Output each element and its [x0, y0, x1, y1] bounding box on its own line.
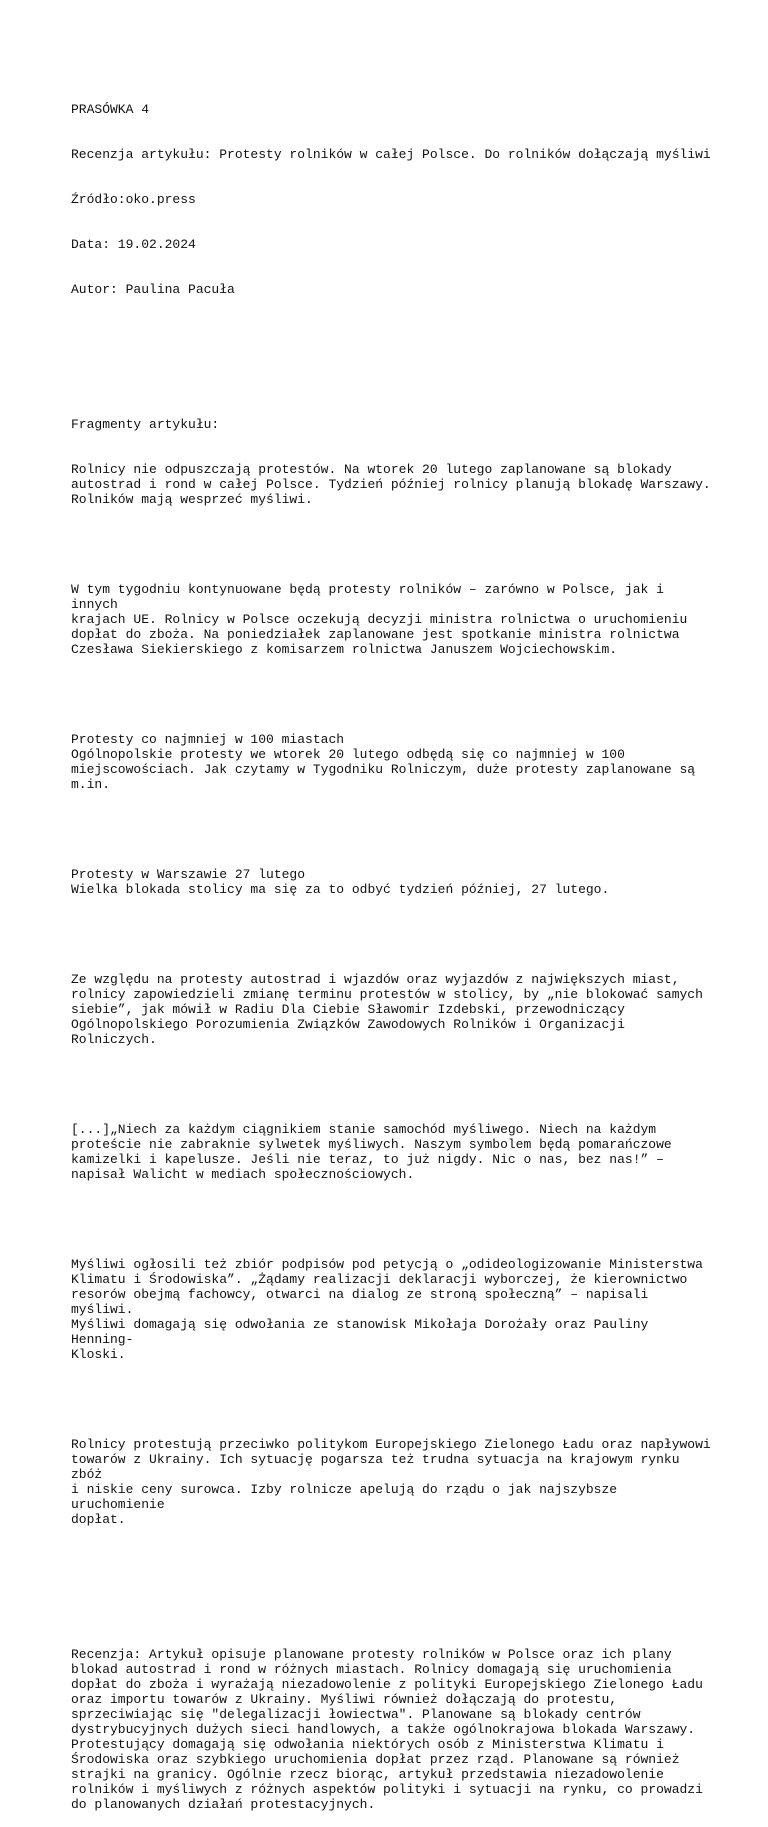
fragment-paragraph-7: Myśliwi ogłosili też zbiór podpisów pod petycją o „odideologizowanie Ministerstwa Klimatu i Środowiska”. „Żądamy realizacji deklaracji wyborczej, że kierownictwo resorów obejmą fachowcy, otwarci na dialog ze stroną społeczną” – napisali myśliwi. Myśliwi domagają się odwołania ze stanowisk Mikołaja Dorożały oraz Pauliny Henning- Kloski.	[71, 1257, 703, 1362]
spacer	[71, 687, 711, 702]
spacer	[71, 537, 711, 552]
spacer	[71, 822, 711, 837]
fragment-paragraph-3: Protesty co najmniej w 100 miastach Ogólnopolskie protesty we wtorek 20 lutego odbędą się co najmniej w 100 miejscowościach. Jak czytamy w Tygodniku Rolniczym, duże protesty zaplanowane są m.in.	[71, 732, 696, 792]
spacer	[71, 342, 711, 372]
spacer	[71, 1392, 711, 1407]
fragment-paragraph-4: Protesty w Warszawie 27 lutego Wielka blokada stolicy ma się za to odbyć tydzień później, 27 lutego.	[71, 867, 610, 897]
fragment-paragraph-1: Rolnicy nie odpuszczają protestów. Na wtorek 20 lutego zaplanowane są blokady autostrad i rond w całej Polsce. Tydzień później rolnicy planują blokadę Warszawy. Rolników mają wesprzeć myśliwi.	[71, 462, 711, 507]
fragment-paragraph-6: [...]„Niech za każdym ciągnikiem stanie samochód myśliwego. Niech na każdym proteście nie zabraknie sylwetek myśliwych. Naszym symbolem będą pomarańczowe kamizelki i kapelusze. Jeśli nie teraz, to już nigdy. Nic o nas, bez nas!” – napisał Walicht w mediach społecznościowych.	[71, 1122, 672, 1182]
author-line: Autor: Paulina Pacuła	[71, 282, 235, 297]
spacer	[71, 1212, 711, 1227]
fragment-paragraph-5: Ze względu na protesty autostrad i wjazdów oraz wyjazdów z największych miast, rolnicy zapowiedzieli zmianę terminu protestów w stolicy, by „nie blokować samych siebie”, jak mówił w Radiu Dla Ciebie Sławomir Izdebski, przewodniczący Ogólnopolskiego Porozumienia Związków Zawodowych Rolników i Organizacji Rolniczych.	[71, 972, 703, 1047]
review-title: Recenzja artykułu: Protesty rolników w całej Polsce. Do rolników dołączają myśliwi	[71, 147, 711, 162]
fragment-paragraph-8: Rolnicy protestują przeciwko politykom Europejskiego Zielonego Ładu oraz napływowi towarów z Ukrainy. Ich sytuację pogarsza też trudna sytuacja na krajowym rynku zbóż i niskie ceny surowca. Izby rolnicze apelują do rządu o jak najszybsze uruchomienie dopłat.	[71, 1437, 711, 1527]
spacer	[71, 1077, 711, 1092]
spacer	[71, 1572, 711, 1602]
fragments-heading: Fragmenty artykułu:	[71, 417, 220, 432]
fragment-paragraph-2: W tym tygodniu kontynuowane będą protesty rolników – zarówno w Polsce, jak i innych krajach UE. Rolnicy w Polsce oczekują decyzji ministra rolnictwa o uruchomieniu dopłat do zboża. Na poniedziałek zaplanowane jest spotkanie ministra rolnictwa Czesława Siekierskiego z komisarzem rolnictwa Januszem Wojciechowskim.	[71, 582, 688, 657]
source-line: Źródło:oko.press	[71, 192, 196, 207]
spacer	[71, 927, 711, 942]
doc-label: PRASÓWKA 4	[71, 102, 150, 117]
date-line: Data: 19.02.2024	[71, 237, 196, 252]
document-page	[71, 72, 711, 1827]
review-paragraph: Recenzja: Artykuł opisuje planowane protesty rolników w Polsce oraz ich plany blokad autostrad i rond w różnych miastach. Rolnicy domagają się uruchomienia dopłat do zboża i wyrażają niezadowolenie z polityki Europejskiego Zielonego Ładu oraz importu towarów z Ukrainy. Myśliwi również dołączają do protestu, sprzeciwiając się "delegalizacji łowiectwa". Planowane są blokady centrów dystrybucyjnych dużych sieci handlowych, a także ogólnokrajowa blokada Warszawy. Protestujący domagają się odwołania niektórych osób z Ministerstwa Klimatu i Środowiska oraz szybkiego uruchomienia dopłat przez rząd. Planowane są również strajki na granicy. Ogólnie rzecz biorąc, artykuł przedstawia niezadowolenie rolników i myśliwych z różnych aspektów polityki i sytuacji na rynku, co prowadzi do planowanych działań protestacyjnych.	[71, 1647, 703, 1812]
